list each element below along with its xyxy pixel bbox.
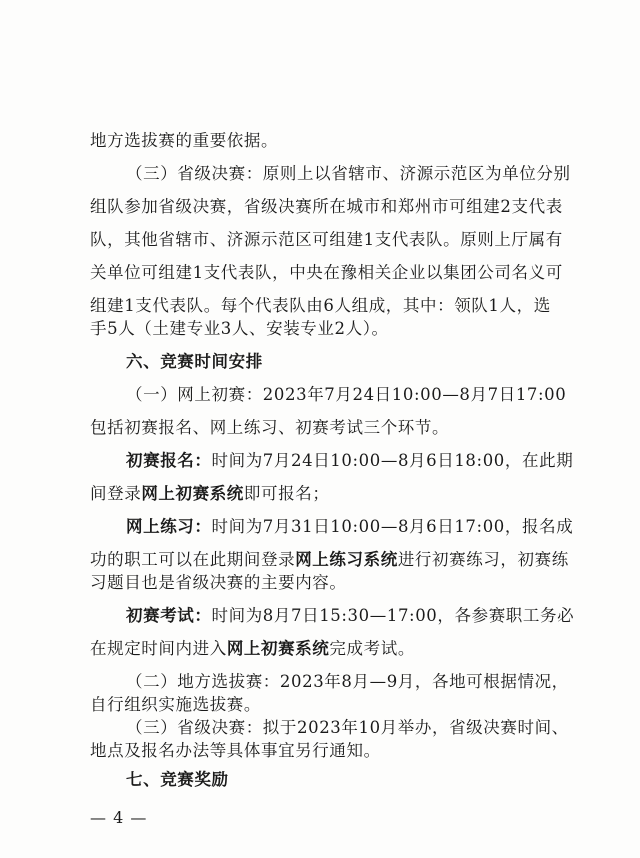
text-run: 在规定时间内进入	[90, 639, 227, 658]
bold-label: 初赛考试：	[126, 606, 212, 625]
text-run: 时间为8月7日15:30—17:00，各参赛职工务必	[211, 606, 575, 625]
paragraph-line: 地点及报名办法等具体事宜另行通知。	[90, 741, 381, 760]
paragraph-line: 习题目也是省级决赛的主要内容。	[90, 573, 347, 592]
paragraph-line	[90, 484, 329, 504]
section-heading: 六、竞赛时间安排	[126, 352, 263, 371]
bold-label: 网上练习：	[126, 517, 212, 536]
paragraph-line	[90, 550, 569, 570]
paragraph-line: 地方选拔赛的重要依据。	[90, 131, 279, 150]
paragraph-line	[90, 639, 415, 659]
page-number: — 4 —	[90, 808, 148, 827]
text-run: 功的职工可以在此期间登录	[90, 550, 296, 569]
paragraph-line	[126, 517, 573, 537]
text-run: 时间为7月24日10:00—8月6日18:00，在此期	[211, 451, 574, 470]
paragraph-line: （三）省级决赛：拟于2023年10月举办，省级决赛时间、	[126, 718, 569, 737]
paragraph-line: （一）网上初赛：2023年7月24日10:00—8月7日17:00	[126, 385, 567, 404]
text-run: 完成考试。	[329, 639, 415, 658]
paragraph-line: 组队参加省级决赛，省级决赛所在城市和郑州市可组建2支代表	[90, 197, 563, 216]
paragraph-line: （二）地方选拔赛：2023年8月—9月，各地可根据情况，	[126, 672, 569, 691]
text-run: 即可报名；	[243, 484, 330, 503]
bold-system-name: 网上初赛系统	[226, 639, 330, 658]
paragraph-line	[126, 451, 573, 471]
section-heading: 七、竞赛奖励	[126, 770, 229, 789]
bold-system-name: 网上初赛系统	[141, 484, 244, 503]
text-run: 时间为7月31日10:00—8月6日17:00，报名成	[211, 517, 574, 536]
paragraph-line: 自行组织实施选拔赛。	[90, 695, 261, 714]
paragraph-line	[126, 606, 574, 626]
text-run: 进行初赛练习，初赛练	[397, 550, 569, 569]
text-run: 间登录	[90, 484, 142, 503]
paragraph-line: 手5人（土建专业3人、安装专业2人）。	[90, 319, 389, 338]
paragraph-line: 队，其他省辖市、济源示范区可组建1支代表队。原则上厅属有	[90, 230, 563, 249]
bold-label: 初赛报名：	[126, 451, 212, 470]
paragraph-line: 关单位可组建1支代表队，中央在豫相关企业以集团公司名义可	[90, 263, 563, 282]
paragraph-line: （三）省级决赛：原则上以省辖市、济源示范区为单位分别	[126, 164, 571, 183]
paragraph-line: 组建1支代表队。每个代表队由6人组成，其中：领队1人，选	[90, 296, 551, 315]
bold-system-name: 网上练习系统	[295, 550, 398, 569]
paragraph-line: 包括初赛报名、网上练习、初赛考试三个环节。	[90, 418, 450, 437]
